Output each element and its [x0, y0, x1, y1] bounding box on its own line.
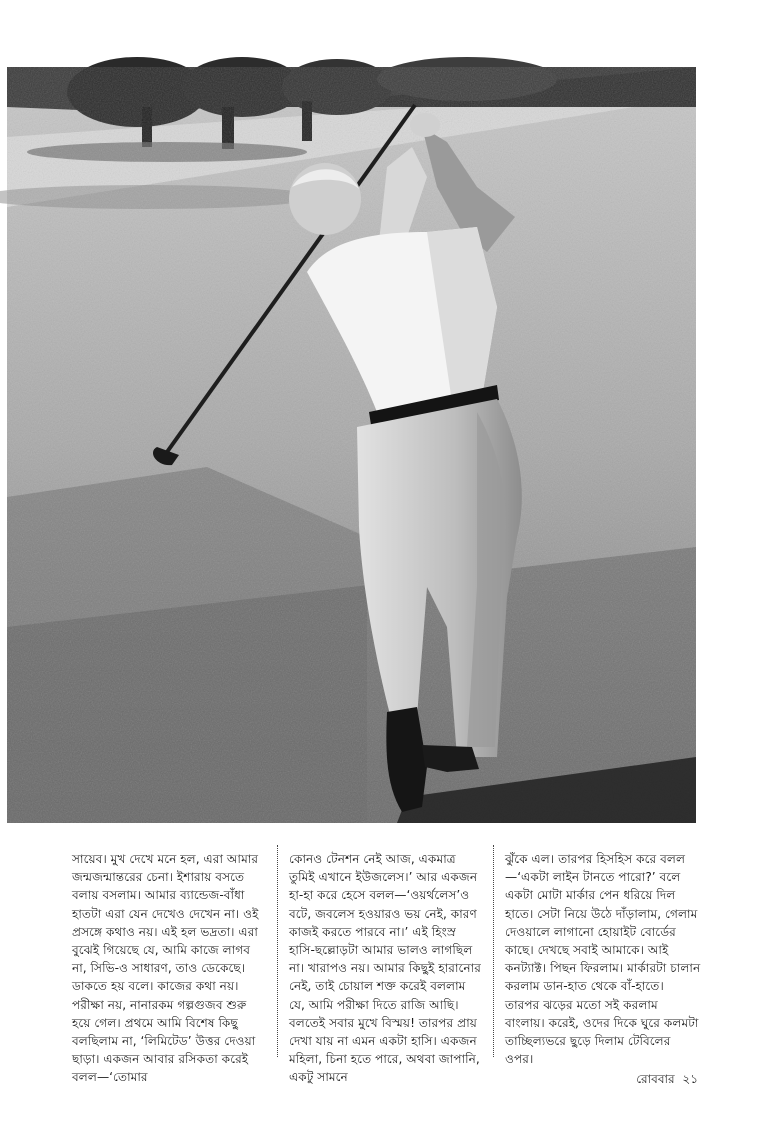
page-number: ২১: [682, 1072, 698, 1086]
golfer-photo: [7, 67, 696, 823]
article-column-2: কোনও টেনশন নেই আজ, একমাত্র তুমিই এখানে ইউজলেস।’ আর একজন হা-হা করে হেসে বলল—‘ওয়র্থলেস’ও বটে, জবলেস হওয়ারও ভয় নেই, কারণ কাজই করতে পারবে না।’ এই হিংস্র হাসি-ছল্লোড়টা আমার ভালও লাগছিল না। খারাপও নয়। আমার কিছুই হারানোর নেই, তাই চোয়াল শক্ত করেই বললাম যে, আমি পরীক্ষা দিতে রাজি আছি। বলতেই সবার মুখে বিস্ময়! তারপর প্রায় দেখা যায় না এমন একটা হাসি। একজন মহিলা, চিনা হতে পারে, অথবা জাপানি, একটু সামনে: [289, 852, 481, 1085]
column-divider: [493, 845, 494, 1057]
article-column-3: ঝুঁকে এল। তারপর হিসহিস করে বলল—‘একটা লাইন টানতে পারো?’ বলে একটা মোটা মার্কার পেন ধরিয়ে দিল হাতে। সেটা নিয়ে উঠে দাঁড়ালাম, গেলাম দেওয়ালে লাগানো হোয়াইট বোর্ডের কাছে। দেখছে সবাই আমাকে। আই কনট্যাক্ট। পিছন ফিরলাম। মার্কারটা চালান করলাম ডান-হাত থেকে বাঁ-হাতে। তারপর ঝড়ের মতো সই করলাম বাংলায়। করেই, ওদের দিকে ঘুরে কলমটা তাচ্ছিল্যভরে ছুড়ে দিলাম টেবিলের ওপর।: [505, 852, 701, 1067]
magazine-name: রোববার: [636, 1072, 675, 1086]
column-divider: [277, 845, 278, 1057]
article-column-1: সায়েব। মুখ দেখে মনে হল, এরা আমার জন্মজন্মান্তরের চেনা। ইশারায় বসতে বলায় বসলাম। আমার ব্যান্ডেজ-বাঁধা হাতটা এরা যেন দেখেও দেখেন না। ওই প্রসঙ্গে কথাও নয়। এই হল ভদ্রতা। এরা বুঝেই গিয়েছে যে, আমি কাজে লাগব না, সিভি-ও সাধারণ, তাও ডেকেছে। ডাকতে হয় বলে। কাজের কথা নয়। পরীক্ষা নয়, নানারকম গল্পগুজব শুরু হয়ে গেল। প্রথমে আমি বিশেষ কিছু বলছিলাম না, ‘লিমিটেড’ উত্তর দেওয়া ছাড়া। একজন আবার রসিকতা করেই বলল—‘তোমার: [72, 852, 259, 1085]
page-footer: [632, 1071, 698, 1091]
